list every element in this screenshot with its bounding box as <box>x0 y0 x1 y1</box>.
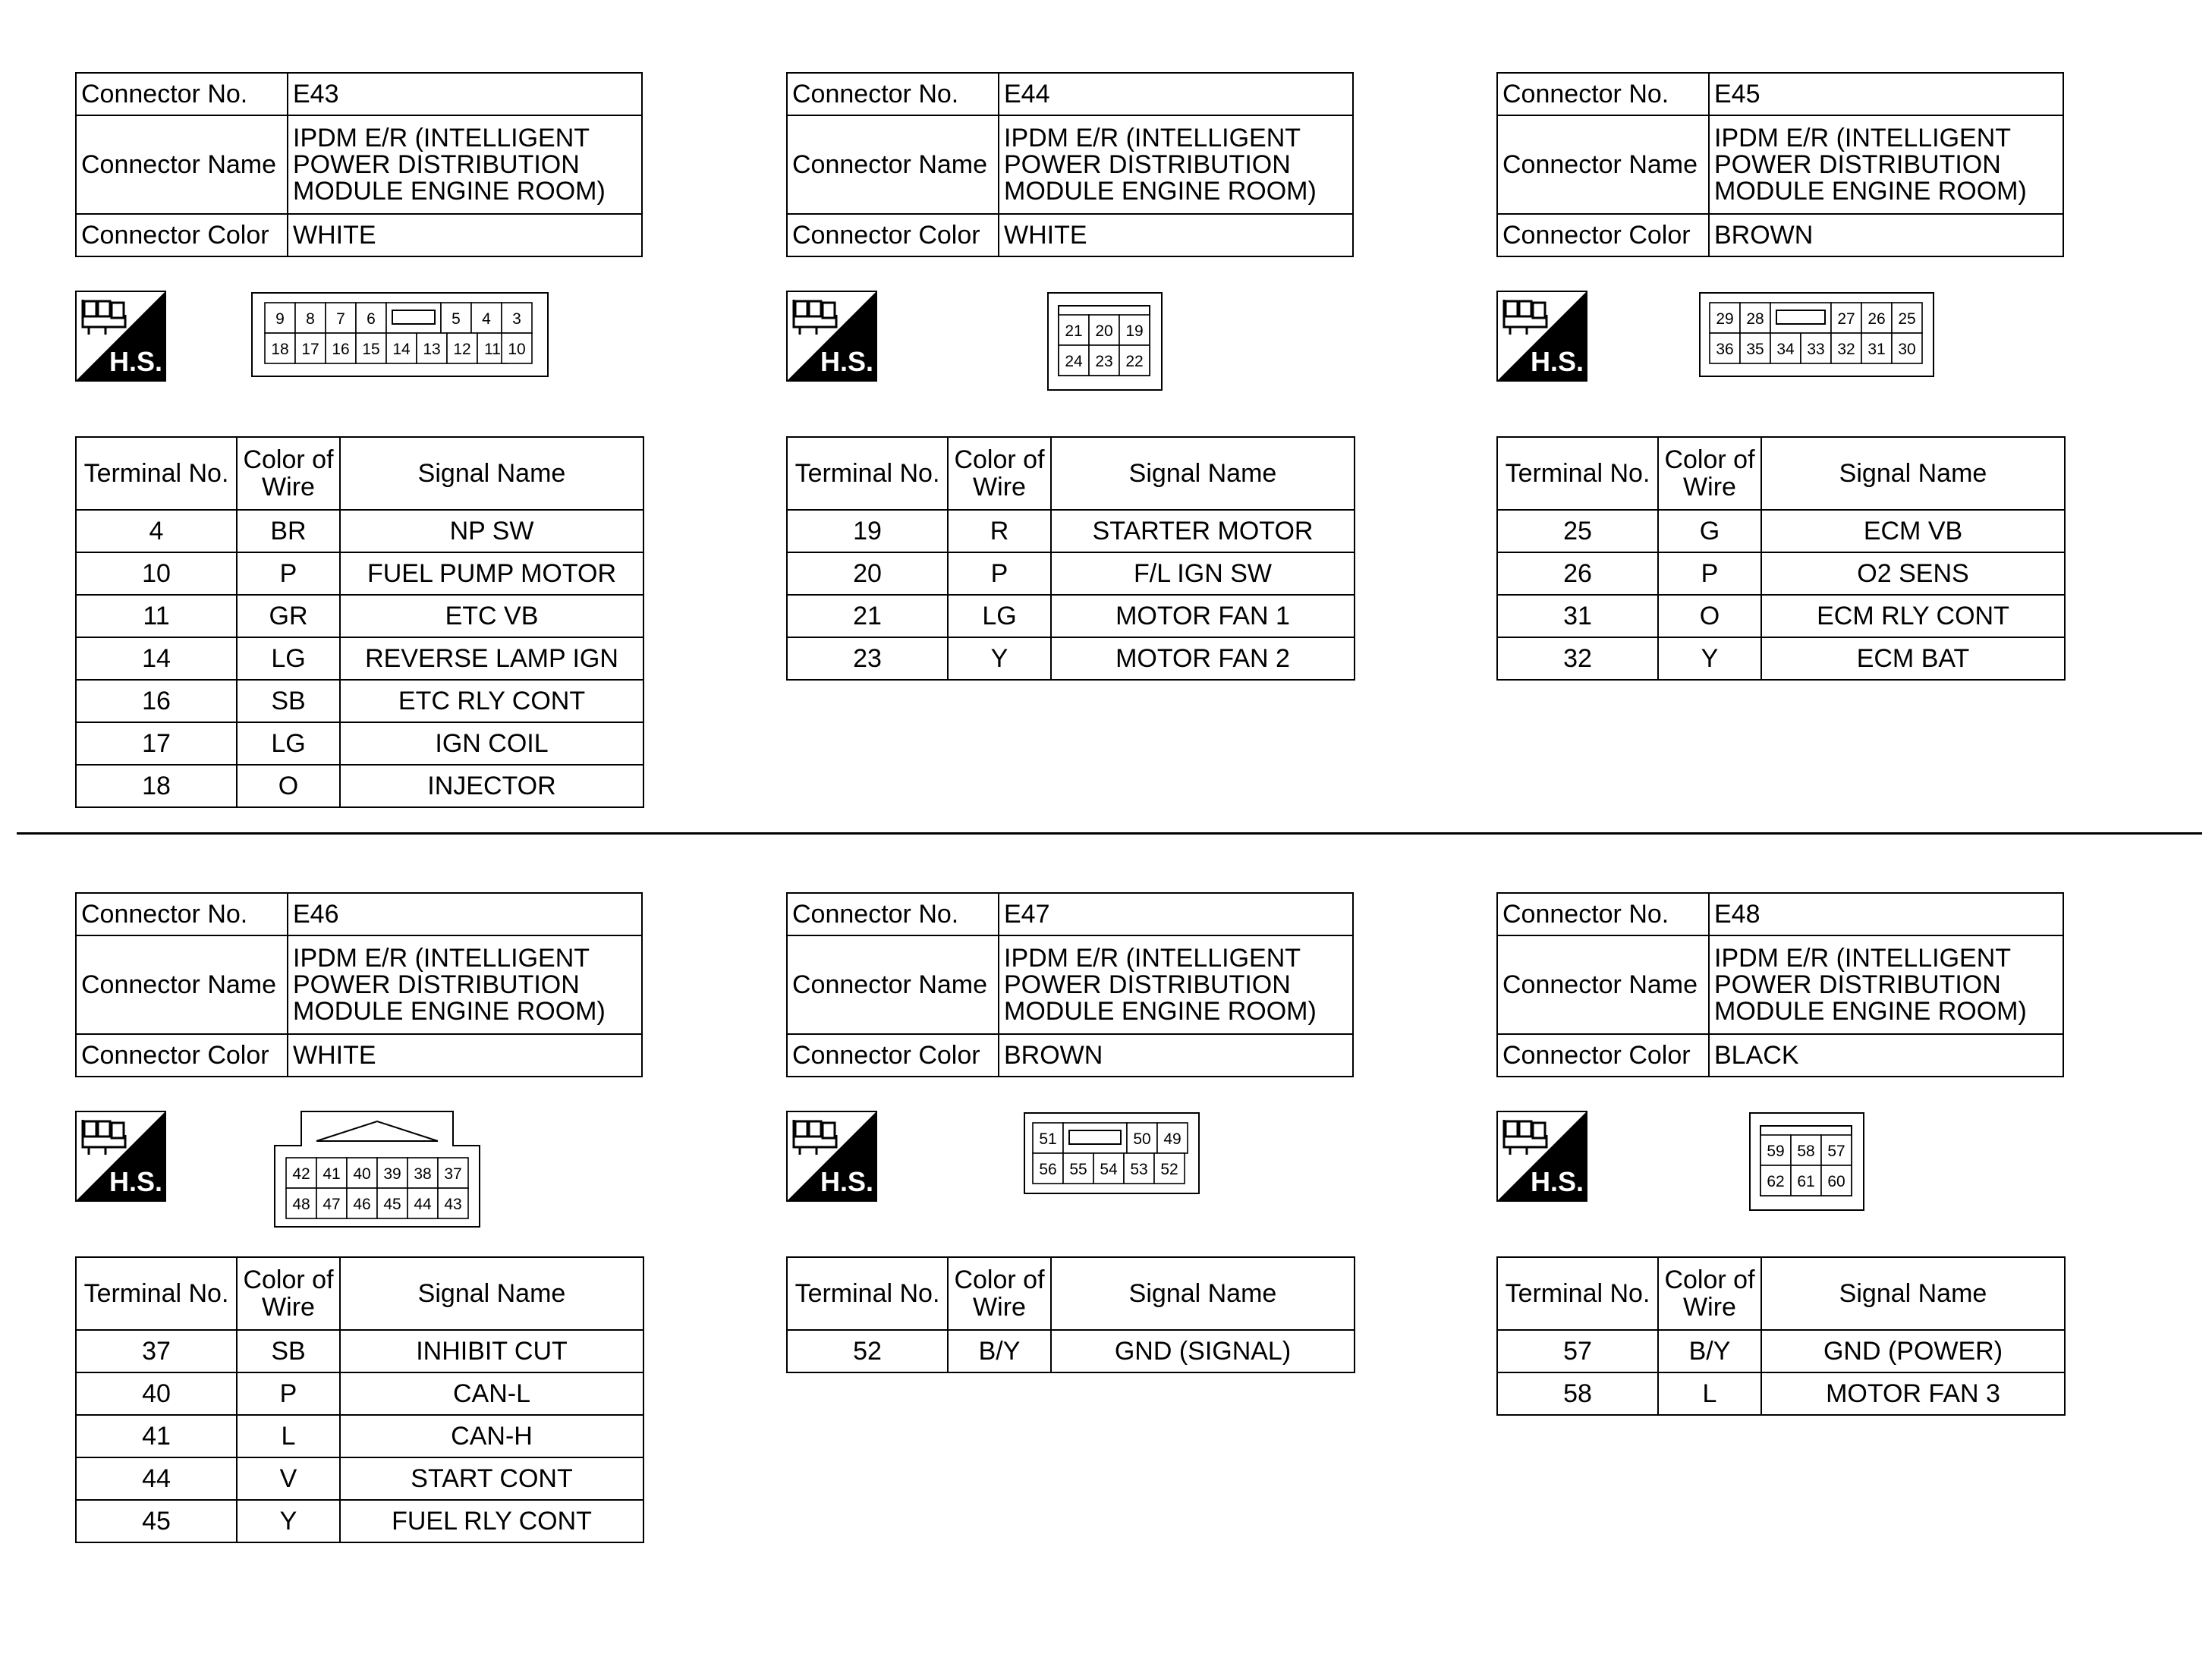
pin-number: 3 <box>512 310 521 328</box>
hs-label: H.S. <box>820 346 874 377</box>
terminal-row <box>76 680 643 722</box>
connector-face-e48 <box>1749 1112 1864 1211</box>
connector-block-e45 <box>1496 72 2066 840</box>
terminal-table-header <box>787 1257 1355 1330</box>
wire-color-header: Color of Wire <box>237 1257 340 1330</box>
terminal-no-cell: 21 <box>787 595 948 637</box>
terminal-row <box>787 1330 1355 1372</box>
connector-color-value: BROWN <box>999 1034 1353 1077</box>
pin-number: 38 <box>414 1165 432 1183</box>
wire-color-cell: BR <box>237 510 340 552</box>
signal-name-header: Signal Name <box>340 437 643 510</box>
terminal-no-header: Terminal No. <box>1497 437 1658 510</box>
signal-name-cell: F/L IGN SW <box>1051 552 1355 595</box>
terminal-row <box>76 552 643 595</box>
connector-name-value: IPDM E/R (INTELLIGENT POWER DISTRIBUTION MODULE ENGINE ROOM) <box>1709 115 2063 214</box>
wire-color-cell: B/Y <box>1658 1330 1761 1372</box>
pin-number: 53 <box>1130 1161 1148 1178</box>
pin-number: 49 <box>1163 1130 1182 1148</box>
terminal-no-cell: 32 <box>1497 637 1658 680</box>
pin-number: 51 <box>1039 1130 1057 1148</box>
terminal-no-cell: 16 <box>76 680 237 722</box>
terminal-no-cell: 57 <box>1497 1330 1658 1372</box>
pin-number: 5 <box>452 310 461 328</box>
connector-color-label: Connector Color <box>76 1034 288 1077</box>
connector-block-e48 <box>1496 892 2066 1660</box>
signal-name-header: Signal Name <box>1761 1257 2065 1330</box>
terminal-no-cell: 18 <box>76 765 237 807</box>
harness-side-icon <box>1496 1111 1587 1202</box>
connector-no-value: E43 <box>288 73 642 115</box>
terminal-row <box>787 595 1355 637</box>
terminal-table-header <box>1497 437 2065 510</box>
terminal-no-cell: 41 <box>76 1415 237 1457</box>
signal-name-cell: ECM RLY CONT <box>1761 595 2065 637</box>
wire-color-header: Color of Wire <box>948 437 1051 510</box>
terminal-row <box>76 722 643 765</box>
connector-no-value: E46 <box>288 893 642 935</box>
pin-number: 13 <box>423 341 441 358</box>
wire-color-cell: R <box>948 510 1051 552</box>
connector-no-value: E48 <box>1709 893 2063 935</box>
keyway-slot <box>1069 1130 1121 1144</box>
connector-name-label: Connector Name <box>787 115 999 214</box>
terminal-table <box>75 436 644 808</box>
pin-number: 52 <box>1160 1161 1178 1178</box>
terminal-no-cell: 26 <box>1497 552 1658 595</box>
pin-number: 8 <box>306 310 315 328</box>
pin-number: 32 <box>1837 341 1855 358</box>
signal-name-cell: MOTOR FAN 2 <box>1051 637 1355 680</box>
pin-number: 37 <box>444 1165 462 1183</box>
pin-number: 20 <box>1095 322 1113 340</box>
signal-name-cell: REVERSE LAMP IGN <box>340 637 643 680</box>
hs-label: H.S. <box>1531 1166 1584 1197</box>
terminal-no-cell: 58 <box>1497 1372 1658 1415</box>
pin-number: 31 <box>1867 341 1886 358</box>
pin-number: 35 <box>1746 341 1764 358</box>
wire-color-cell: LG <box>237 722 340 765</box>
pin-number: 21 <box>1065 322 1083 340</box>
connector-name-label: Connector Name <box>1497 935 1709 1034</box>
hs-label: H.S. <box>1531 346 1584 377</box>
terminal-no-cell: 40 <box>76 1372 237 1415</box>
pin-number: 45 <box>383 1196 401 1213</box>
terminal-row <box>787 637 1355 680</box>
terminal-no-header: Terminal No. <box>787 437 948 510</box>
harness-side-icon <box>75 291 166 382</box>
pin-number: 27 <box>1837 310 1855 328</box>
signal-name-cell: ETC RLY CONT <box>340 680 643 722</box>
signal-name-cell: GND (SIGNAL) <box>1051 1330 1355 1372</box>
wire-color-header: Color of Wire <box>237 437 340 510</box>
signal-name-cell: INHIBIT CUT <box>340 1330 643 1372</box>
terminal-no-cell: 23 <box>787 637 948 680</box>
connector-info-table <box>786 892 1354 1077</box>
terminal-table <box>1496 1256 2066 1416</box>
terminal-row <box>76 1415 643 1457</box>
signal-name-cell: ECM BAT <box>1761 637 2065 680</box>
wire-color-header: Color of Wire <box>1658 1257 1761 1330</box>
terminal-row <box>1497 552 2065 595</box>
terminal-row <box>1497 595 2065 637</box>
signal-name-header: Signal Name <box>1051 1257 1355 1330</box>
terminal-table-header <box>76 437 643 510</box>
terminal-row <box>76 765 643 807</box>
wire-color-cell: G <box>1658 510 1761 552</box>
terminal-no-cell: 14 <box>76 637 237 680</box>
terminal-no-header: Terminal No. <box>76 437 237 510</box>
pin-number: 18 <box>271 341 289 358</box>
terminal-no-cell: 25 <box>1497 510 1658 552</box>
wire-color-cell: LG <box>237 637 340 680</box>
terminal-row <box>1497 637 2065 680</box>
connector-block-e46 <box>75 892 644 1660</box>
connector-no-value: E47 <box>999 893 1353 935</box>
connector-color-label: Connector Color <box>1497 1034 1709 1077</box>
pin-number: 24 <box>1065 353 1083 370</box>
connector-face-e44 <box>1047 292 1163 391</box>
connector-info-table <box>75 892 643 1077</box>
pin-number: 60 <box>1827 1173 1845 1190</box>
wire-color-cell: L <box>237 1415 340 1457</box>
connector-info-table <box>1496 72 2064 257</box>
pin-number: 7 <box>336 310 345 328</box>
signal-name-cell: NP SW <box>340 510 643 552</box>
signal-name-cell: STARTER MOTOR <box>1051 510 1355 552</box>
hs-label: H.S. <box>820 1166 874 1197</box>
signal-name-cell: MOTOR FAN 1 <box>1051 595 1355 637</box>
connector-face-e45 <box>1699 292 1934 377</box>
wire-color-cell: P <box>237 552 340 595</box>
terminal-row <box>76 1372 643 1415</box>
pin-number: 16 <box>332 341 350 358</box>
connector-info-table <box>786 72 1354 257</box>
signal-name-cell: INJECTOR <box>340 765 643 807</box>
signal-name-cell: IGN COIL <box>340 722 643 765</box>
wire-color-cell: SB <box>237 680 340 722</box>
connector-block-e47 <box>786 892 1355 1660</box>
terminal-no-cell: 11 <box>76 595 237 637</box>
wire-color-cell: O <box>1658 595 1761 637</box>
keyway-slot <box>392 310 435 324</box>
signal-name-cell: FUEL PUMP MOTOR <box>340 552 643 595</box>
connector-face-e46 <box>274 1111 482 1229</box>
signal-name-cell: O2 SENS <box>1761 552 2065 595</box>
pin-number: 17 <box>301 341 319 358</box>
terminal-row <box>76 510 643 552</box>
pin-number: 56 <box>1039 1161 1057 1178</box>
pin-number: 34 <box>1776 341 1795 358</box>
signal-name-cell: FUEL RLY CONT <box>340 1500 643 1542</box>
terminal-table-header <box>1497 1257 2065 1330</box>
connector-color-label: Connector Color <box>76 214 288 256</box>
signal-name-cell: GND (POWER) <box>1761 1330 2065 1372</box>
wire-color-header: Color of Wire <box>948 1257 1051 1330</box>
wire-color-cell: Y <box>948 637 1051 680</box>
pin-number: 62 <box>1767 1173 1785 1190</box>
terminal-row <box>76 1500 643 1542</box>
hs-label: H.S. <box>109 1166 163 1197</box>
wire-color-cell: SB <box>237 1330 340 1372</box>
terminal-no-cell: 10 <box>76 552 237 595</box>
pin-number: 59 <box>1767 1143 1785 1160</box>
connector-name-value: IPDM E/R (INTELLIGENT POWER DISTRIBUTION MODULE ENGINE ROOM) <box>288 935 642 1034</box>
connector-color-value: BLACK <box>1709 1034 2063 1077</box>
pin-number: 36 <box>1716 341 1734 358</box>
terminal-row <box>1497 1372 2065 1415</box>
pin-number: 55 <box>1069 1161 1087 1178</box>
terminal-no-cell: 4 <box>76 510 237 552</box>
connector-no-label: Connector No. <box>1497 73 1709 115</box>
pin-number: 30 <box>1898 341 1916 358</box>
connector-block-e44 <box>786 72 1355 840</box>
hs-label: H.S. <box>109 346 163 377</box>
keyway-slot <box>1776 310 1825 324</box>
signal-name-cell: CAN-H <box>340 1415 643 1457</box>
terminal-row <box>76 1330 643 1372</box>
terminal-table <box>786 436 1355 681</box>
terminal-row <box>1497 510 2065 552</box>
terminal-no-header: Terminal No. <box>787 1257 948 1330</box>
terminal-no-cell: 17 <box>76 722 237 765</box>
pin-number: 33 <box>1807 341 1825 358</box>
pin-number: 9 <box>275 310 285 328</box>
connector-no-label: Connector No. <box>1497 893 1709 935</box>
terminal-no-cell: 45 <box>76 1500 237 1542</box>
connector-name-label: Connector Name <box>1497 115 1709 214</box>
connector-color-label: Connector Color <box>787 214 999 256</box>
connector-color-label: Connector Color <box>787 1034 999 1077</box>
pin-number: 43 <box>444 1196 462 1213</box>
pin-number: 25 <box>1898 310 1916 328</box>
wire-color-cell: Y <box>237 1500 340 1542</box>
connector-no-value: E44 <box>999 73 1353 115</box>
terminal-no-cell: 52 <box>787 1330 948 1372</box>
harness-side-icon <box>786 1111 877 1202</box>
connector-color-value: WHITE <box>288 214 642 256</box>
connector-face-e47 <box>1024 1112 1200 1194</box>
connector-color-value: WHITE <box>999 214 1353 256</box>
harness-side-icon <box>75 1111 166 1202</box>
terminal-no-cell: 20 <box>787 552 948 595</box>
wire-color-cell: Y <box>1658 637 1761 680</box>
connector-no-label: Connector No. <box>76 893 288 935</box>
wire-color-cell: O <box>237 765 340 807</box>
connector-no-value: E45 <box>1709 73 2063 115</box>
terminal-row <box>76 595 643 637</box>
connector-block-e43 <box>75 72 644 840</box>
signal-name-cell: START CONT <box>340 1457 643 1500</box>
terminal-table-header <box>787 437 1355 510</box>
wire-color-cell: P <box>948 552 1051 595</box>
pin-number: 12 <box>453 341 471 358</box>
pin-number: 54 <box>1100 1161 1118 1178</box>
connector-info-table <box>1496 892 2064 1077</box>
connector-name-value: IPDM E/R (INTELLIGENT POWER DISTRIBUTION MODULE ENGINE ROOM) <box>1709 935 2063 1034</box>
connector-no-label: Connector No. <box>76 73 288 115</box>
pin-number: 28 <box>1746 310 1764 328</box>
pin-number: 50 <box>1133 1130 1151 1148</box>
terminal-row <box>787 552 1355 595</box>
connector-name-label: Connector Name <box>76 935 288 1034</box>
pin-number: 58 <box>1797 1143 1815 1160</box>
pin-number: 10 <box>508 341 526 358</box>
pin-number: 39 <box>383 1165 401 1183</box>
pin-number: 41 <box>323 1165 341 1183</box>
terminal-no-cell: 37 <box>76 1330 237 1372</box>
terminal-no-cell: 44 <box>76 1457 237 1500</box>
pin-number: 23 <box>1095 353 1113 370</box>
wire-color-header: Color of Wire <box>1658 437 1761 510</box>
pin-number: 40 <box>353 1165 371 1183</box>
terminal-no-header: Terminal No. <box>76 1257 237 1330</box>
wire-color-cell: L <box>1658 1372 1761 1415</box>
pin-number: 47 <box>323 1196 341 1213</box>
pin-number: 57 <box>1827 1143 1845 1160</box>
connector-name-value: IPDM E/R (INTELLIGENT POWER DISTRIBUTION MODULE ENGINE ROOM) <box>999 935 1353 1034</box>
connector-no-label: Connector No. <box>787 73 999 115</box>
pin-number: 42 <box>292 1165 310 1183</box>
connector-color-value: BROWN <box>1709 214 2063 256</box>
pin-number: 22 <box>1125 353 1144 370</box>
wire-color-cell: GR <box>237 595 340 637</box>
pin-number: 6 <box>367 310 376 328</box>
pin-number: 19 <box>1125 322 1144 340</box>
signal-name-header: Signal Name <box>1761 437 2065 510</box>
harness-side-icon <box>1496 291 1587 382</box>
terminal-row <box>1497 1330 2065 1372</box>
pin-number: 15 <box>362 341 380 358</box>
pin-number: 11 <box>484 341 501 358</box>
terminal-table <box>75 1256 644 1543</box>
terminal-table <box>786 1256 1355 1373</box>
connector-name-label: Connector Name <box>787 935 999 1034</box>
terminal-table <box>1496 436 2066 681</box>
terminal-no-cell: 19 <box>787 510 948 552</box>
connector-name-value: IPDM E/R (INTELLIGENT POWER DISTRIBUTION MODULE ENGINE ROOM) <box>999 115 1353 214</box>
signal-name-cell: MOTOR FAN 3 <box>1761 1372 2065 1415</box>
connector-name-value: IPDM E/R (INTELLIGENT POWER DISTRIBUTION MODULE ENGINE ROOM) <box>288 115 642 214</box>
pin-number: 46 <box>353 1196 371 1213</box>
wire-color-cell: P <box>1658 552 1761 595</box>
terminal-no-header: Terminal No. <box>1497 1257 1658 1330</box>
pin-number: 48 <box>292 1196 310 1213</box>
wire-color-cell: B/Y <box>948 1330 1051 1372</box>
terminal-row <box>787 510 1355 552</box>
wire-color-cell: P <box>237 1372 340 1415</box>
pin-number: 14 <box>392 341 411 358</box>
connector-name-label: Connector Name <box>76 115 288 214</box>
terminal-row <box>76 637 643 680</box>
pin-number: 44 <box>414 1196 432 1213</box>
terminal-table-header <box>76 1257 643 1330</box>
terminal-no-cell: 31 <box>1497 595 1658 637</box>
pin-number: 61 <box>1797 1173 1815 1190</box>
wire-color-cell: V <box>237 1457 340 1500</box>
connector-color-value: WHITE <box>288 1034 642 1077</box>
pin-number: 29 <box>1716 310 1734 328</box>
pin-number: 26 <box>1867 310 1886 328</box>
connector-info-table <box>75 72 643 257</box>
signal-name-header: Signal Name <box>1051 437 1355 510</box>
connector-color-label: Connector Color <box>1497 214 1709 256</box>
connector-no-label: Connector No. <box>787 893 999 935</box>
signal-name-header: Signal Name <box>340 1257 643 1330</box>
signal-name-cell: CAN-L <box>340 1372 643 1415</box>
wire-color-cell: LG <box>948 595 1051 637</box>
connector-face-e43 <box>251 292 549 377</box>
signal-name-cell: ECM VB <box>1761 510 2065 552</box>
harness-side-icon <box>786 291 877 382</box>
terminal-row <box>76 1457 643 1500</box>
pin-number: 4 <box>482 310 491 328</box>
signal-name-cell: ETC VB <box>340 595 643 637</box>
